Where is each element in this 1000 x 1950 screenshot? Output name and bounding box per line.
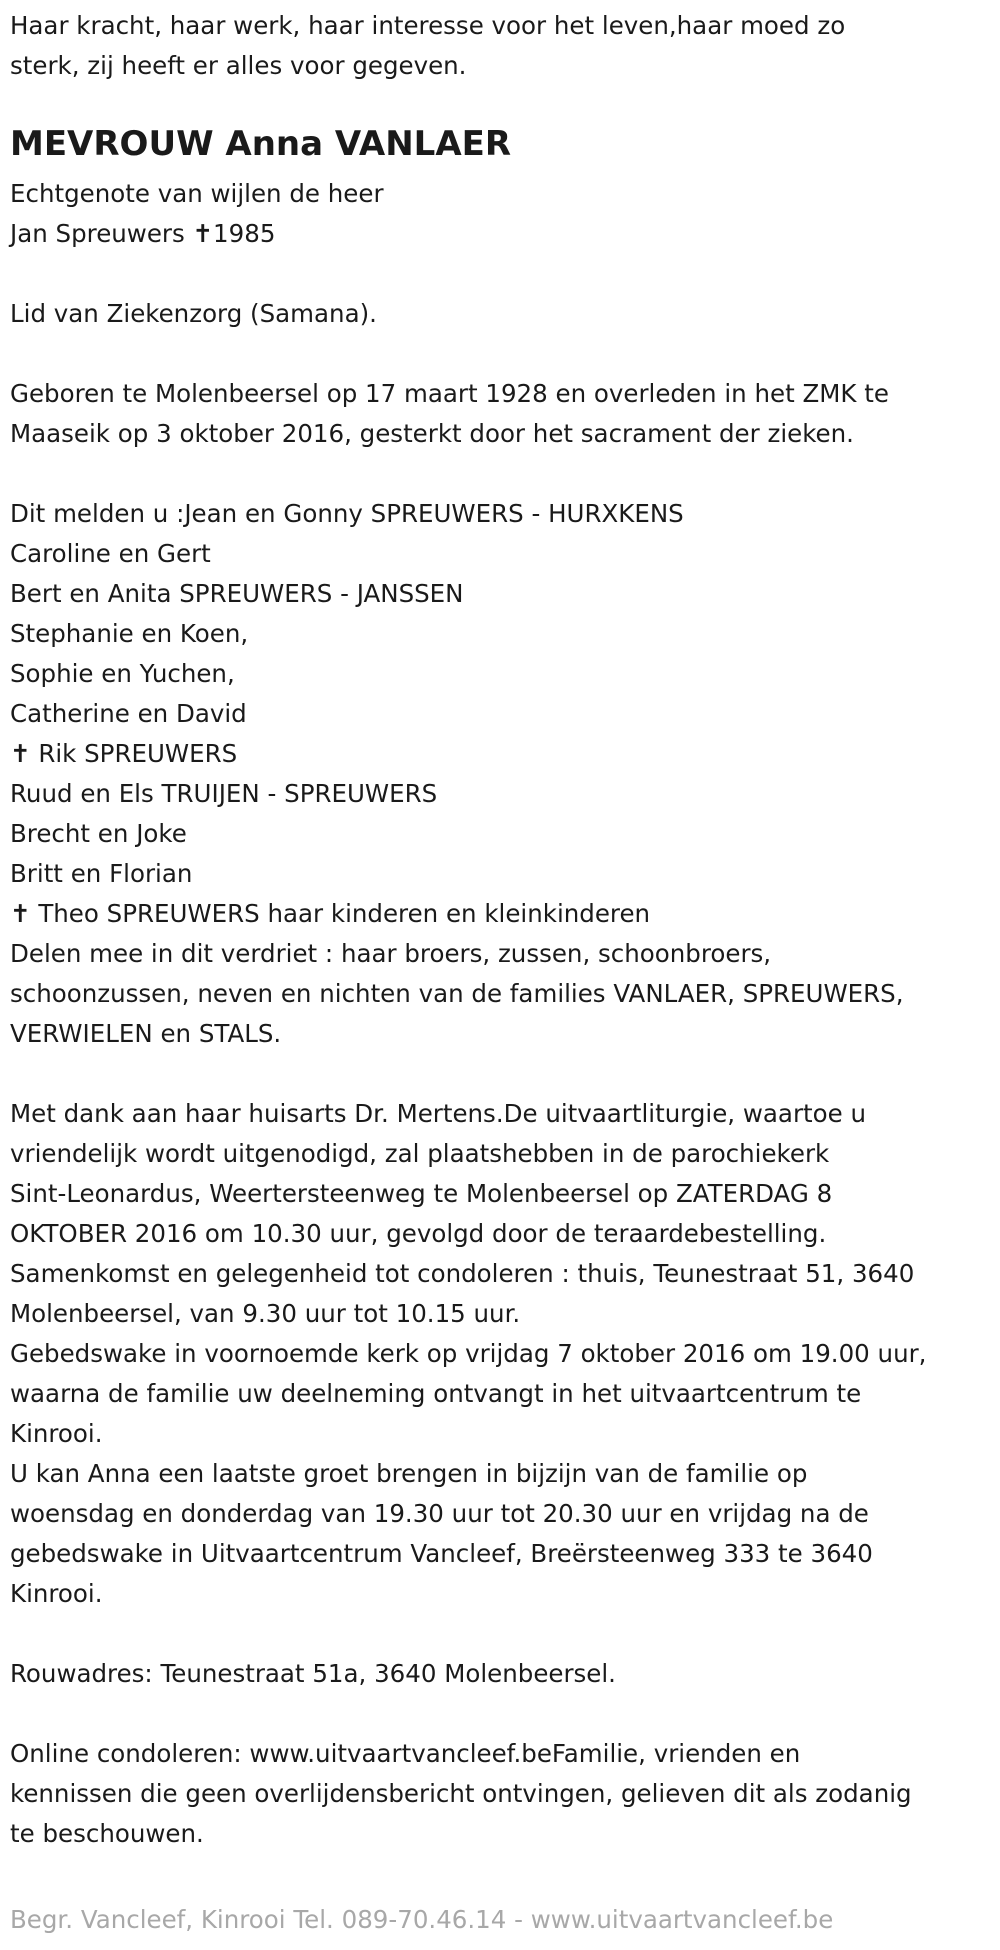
family-line: Catherine en David (10, 699, 247, 728)
spouse-line: Echtgenote van wijlen de heer (10, 179, 384, 208)
family-line: Sophie en Yuchen, (10, 659, 235, 688)
ceremony-line: U kan Anna een laatste groet brengen in bijzijn van de familie op (10, 1459, 808, 1488)
membership-info (10, 294, 377, 334)
family-line: ✝ Rik SPREUWERS (10, 739, 238, 768)
family-line: Brecht en Joke (10, 819, 187, 848)
spouse-info (10, 174, 384, 254)
intro-line: Haar kracht, haar werk, haar interesse voor het leven,haar moed zo (10, 11, 846, 40)
family-line: Caroline en Gert (10, 539, 211, 568)
online-line: te beschouwen. (10, 1819, 204, 1848)
ceremony-line: Molenbeersel, van 9.30 uur tot 10.15 uur. (10, 1299, 521, 1328)
ceremony-line: gebedswake in Uitvaartcentrum Vancleef, Breërsteenweg 333 te 3640 (10, 1539, 873, 1568)
family-list (10, 494, 904, 1054)
ceremony-line: vriendelijk wordt uitgenodigd, zal plaatshebben in de parochiekerk (10, 1139, 830, 1168)
ceremony-info (10, 1094, 926, 1614)
family-line: Delen mee in dit verdriet : haar broers, zussen, schoonbroers, (10, 939, 772, 968)
ceremony-line: OKTOBER 2016 om 10.30 uur, gevolgd door de teraardebestelling. (10, 1219, 827, 1248)
online-condolence (10, 1734, 912, 1854)
ceremony-line: Kinrooi. (10, 1419, 103, 1448)
deceased-name: MEVROUW Anna VANLAER (10, 124, 512, 164)
ceremony-line: Sint-Leonardus, Weertersteenweg te Molenbeersel op ZATERDAG 8 (10, 1179, 833, 1208)
birth-death-line: Geboren te Molenbeersel op 17 maart 1928 en overleden in het ZMK te (10, 379, 889, 408)
family-line: Stephanie en Koen, (10, 619, 249, 648)
family-line: Britt en Florian (10, 859, 193, 888)
ceremony-line: Gebedswake in voornoemde kerk op vrijdag 7 oktober 2016 om 19.00 uur, (10, 1339, 927, 1368)
mourning-address (10, 1654, 616, 1694)
birth-death-line: Maaseik op 3 oktober 2016, gesterkt door het sacrament der zieken. (10, 419, 854, 448)
intro-line: sterk, zij heeft er alles voor gegeven. (10, 51, 467, 80)
family-line: Bert en Anita SPREUWERS - JANSSEN (10, 579, 464, 608)
ceremony-line: woensdag en donderdag van 19.30 uur tot 20.30 uur en vrijdag na de (10, 1499, 869, 1528)
family-line: VERWIELEN en STALS. (10, 1019, 282, 1048)
intro-poem (10, 6, 845, 86)
family-line: ✝ Theo SPREUWERS haar kinderen en kleinkinderen (10, 899, 651, 928)
funeral-director-footer: Begr. Vancleef, Kinrooi Tel. 089-70.46.14 - www.uitvaartvancleef.be (10, 1905, 834, 1934)
family-line: Ruud en Els TRUIJEN - SPREUWERS (10, 779, 438, 808)
ceremony-line: waarna de familie uw deelneming ontvangt in het uitvaartcentrum te (10, 1379, 862, 1408)
family-line: Dit melden u :Jean en Gonny SPREUWERS - HURXKENS (10, 499, 684, 528)
spouse-line: Jan Spreuwers ✝1985 (10, 219, 276, 248)
membership-line: Lid van Ziekenzorg (Samana). (10, 299, 377, 328)
online-line: kennissen die geen overlijdensbericht ontvingen, gelieven dit als zodanig (10, 1779, 912, 1808)
online-line: Online condoleren: www.uitvaartvancleef.beFamilie, vrienden en (10, 1739, 801, 1768)
ceremony-line: Met dank aan haar huisarts Dr. Mertens.De uitvaartliturgie, waartoe u (10, 1099, 867, 1128)
address-line: Rouwadres: Teunestraat 51a, 3640 Molenbeersel. (10, 1659, 616, 1688)
ceremony-line: Samenkomst en gelegenheid tot condoleren : thuis, Teunestraat 51, 3640 (10, 1259, 915, 1288)
ceremony-line: Kinrooi. (10, 1579, 103, 1608)
birth-death-info (10, 374, 889, 454)
family-line: schoonzussen, neven en nichten van de families VANLAER, SPREUWERS, (10, 979, 904, 1008)
